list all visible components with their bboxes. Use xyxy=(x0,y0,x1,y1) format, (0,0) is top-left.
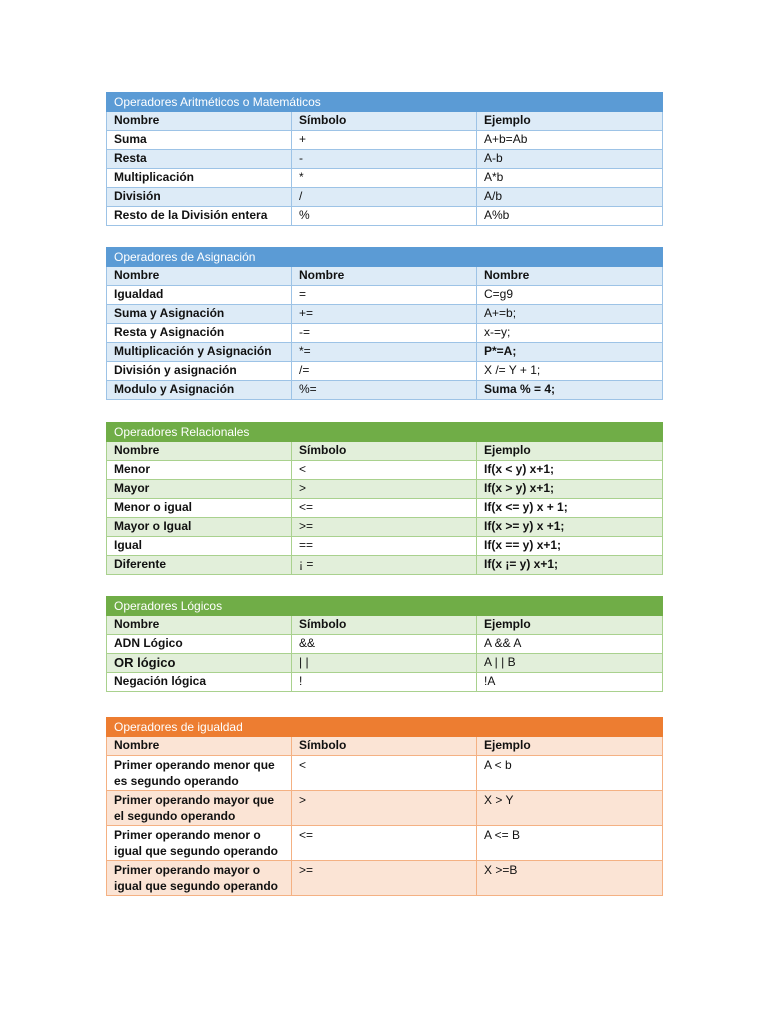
operator-example: A%b xyxy=(477,207,663,226)
operator-name: Multiplicación y Asignación xyxy=(107,343,292,362)
table-title: Operadores de igualdad xyxy=(107,718,663,737)
operator-name: Negación lógica xyxy=(107,673,292,692)
column-header: Nombre xyxy=(292,267,477,286)
operator-name: Primer operando mayor que el segundo operando xyxy=(107,791,292,826)
header-row xyxy=(107,737,663,756)
operator-example: C=g9 xyxy=(477,286,663,305)
operator-symbol: == xyxy=(292,537,477,556)
operator-symbol: /= xyxy=(292,362,477,381)
operator-name: Suma y Asignación xyxy=(107,305,292,324)
operator-symbol: | | xyxy=(292,654,477,673)
column-header: Ejemplo xyxy=(477,112,663,131)
assignment-operators-table xyxy=(106,247,663,400)
table-row xyxy=(107,556,663,575)
operator-symbol: % xyxy=(292,207,477,226)
operator-name: Primer operando menor o igual que segundo operando xyxy=(107,826,292,861)
table-row xyxy=(107,324,663,343)
operator-example: If(x == y) x+1; xyxy=(477,537,663,556)
arithmetic-operators-table xyxy=(106,92,663,226)
operator-example: !A xyxy=(477,673,663,692)
operator-name: Primer operando mayor o igual que segundo operando xyxy=(107,861,292,896)
operator-symbol: >= xyxy=(292,861,477,896)
operator-name: Resta xyxy=(107,150,292,169)
column-header: Nombre xyxy=(107,616,292,635)
operator-name: Menor o igual xyxy=(107,499,292,518)
operator-example: X >=B xyxy=(477,861,663,896)
column-header: Nombre xyxy=(107,112,292,131)
table-row xyxy=(107,286,663,305)
operator-symbol: += xyxy=(292,305,477,324)
operator-symbol: -= xyxy=(292,324,477,343)
operator-symbol: >= xyxy=(292,518,477,537)
operator-name: Resta y Asignación xyxy=(107,324,292,343)
operator-symbol: = xyxy=(292,286,477,305)
table-row xyxy=(107,537,663,556)
operator-symbol: < xyxy=(292,461,477,480)
operator-name: OR lógico xyxy=(107,654,292,673)
table-row xyxy=(107,207,663,226)
operator-example: A/b xyxy=(477,188,663,207)
table-row xyxy=(107,756,663,791)
table-row xyxy=(107,826,663,861)
logical-operators-table xyxy=(106,596,663,692)
operator-symbol: / xyxy=(292,188,477,207)
table-row xyxy=(107,518,663,537)
operator-example: A+=b; xyxy=(477,305,663,324)
operator-example: If(x ¡= y) x+1; xyxy=(477,556,663,575)
table-row xyxy=(107,343,663,362)
operator-name: Resto de la División entera xyxy=(107,207,292,226)
equality-operators-table xyxy=(106,717,663,896)
column-header: Nombre xyxy=(107,267,292,286)
operator-name: Igualdad xyxy=(107,286,292,305)
column-header: Símbolo xyxy=(292,737,477,756)
operator-symbol: <= xyxy=(292,826,477,861)
table-row xyxy=(107,673,663,692)
operator-name: Suma xyxy=(107,131,292,150)
header-row xyxy=(107,267,663,286)
operator-name: Diferente xyxy=(107,556,292,575)
operator-example: P*=A; xyxy=(477,343,663,362)
operator-symbol: <= xyxy=(292,499,477,518)
column-header: Nombre xyxy=(477,267,663,286)
table-row xyxy=(107,305,663,324)
operator-symbol: * xyxy=(292,169,477,188)
relational-operators-table xyxy=(106,422,663,575)
operator-name: Mayor xyxy=(107,480,292,499)
operator-example: X > Y xyxy=(477,791,663,826)
operator-symbol: && xyxy=(292,635,477,654)
table-row xyxy=(107,861,663,896)
operator-symbol: ! xyxy=(292,673,477,692)
operator-example: If(x > y) x+1; xyxy=(477,480,663,499)
operator-example: A <= B xyxy=(477,826,663,861)
operator-example: A+b=Ab xyxy=(477,131,663,150)
operator-example: X /= Y + 1; xyxy=(477,362,663,381)
operator-name: Menor xyxy=(107,461,292,480)
operator-example: A < b xyxy=(477,756,663,791)
operator-name: División y asignación xyxy=(107,362,292,381)
column-header: Nombre xyxy=(107,442,292,461)
table-row xyxy=(107,150,663,169)
column-header: Ejemplo xyxy=(477,616,663,635)
operator-symbol: - xyxy=(292,150,477,169)
operator-name: Mayor o Igual xyxy=(107,518,292,537)
operator-symbol: *= xyxy=(292,343,477,362)
operator-name: ADN Lógico xyxy=(107,635,292,654)
table-row xyxy=(107,362,663,381)
operator-example: Suma % = 4; xyxy=(477,381,663,400)
operator-example: x-=y; xyxy=(477,324,663,343)
operator-example: A | | B xyxy=(477,654,663,673)
table-title: Operadores Lógicos xyxy=(107,597,663,616)
table-row xyxy=(107,791,663,826)
operator-example: If(x < y) x+1; xyxy=(477,461,663,480)
table-title: Operadores Aritméticos o Matemáticos xyxy=(107,93,663,112)
operator-symbol: ¡ = xyxy=(292,556,477,575)
column-header: Ejemplo xyxy=(477,737,663,756)
operator-name: División xyxy=(107,188,292,207)
column-header: Símbolo xyxy=(292,112,477,131)
header-row xyxy=(107,442,663,461)
table-row xyxy=(107,635,663,654)
table-row xyxy=(107,131,663,150)
header-row xyxy=(107,112,663,131)
column-header: Ejemplo xyxy=(477,442,663,461)
column-header: Símbolo xyxy=(292,616,477,635)
operator-symbol: + xyxy=(292,131,477,150)
operator-example: A && A xyxy=(477,635,663,654)
column-header: Nombre xyxy=(107,737,292,756)
operator-example: If(x >= y) x +1; xyxy=(477,518,663,537)
operator-example: A*b xyxy=(477,169,663,188)
operator-name: Modulo y Asignación xyxy=(107,381,292,400)
table-row xyxy=(107,461,663,480)
operator-name: Multiplicación xyxy=(107,169,292,188)
table-row xyxy=(107,654,663,673)
operator-example: If(x <= y) x + 1; xyxy=(477,499,663,518)
header-row xyxy=(107,616,663,635)
table-row xyxy=(107,499,663,518)
table-title: Operadores de Asignación xyxy=(107,248,663,267)
operator-example: A-b xyxy=(477,150,663,169)
table-row xyxy=(107,480,663,499)
table-row xyxy=(107,381,663,400)
operator-symbol: > xyxy=(292,480,477,499)
operator-symbol: > xyxy=(292,791,477,826)
table-row xyxy=(107,169,663,188)
operator-name: Igual xyxy=(107,537,292,556)
table-title: Operadores Relacionales xyxy=(107,423,663,442)
table-row xyxy=(107,188,663,207)
column-header: Símbolo xyxy=(292,442,477,461)
operator-symbol: < xyxy=(292,756,477,791)
operator-symbol: %= xyxy=(292,381,477,400)
operator-name: Primer operando menor que es segundo operando xyxy=(107,756,292,791)
